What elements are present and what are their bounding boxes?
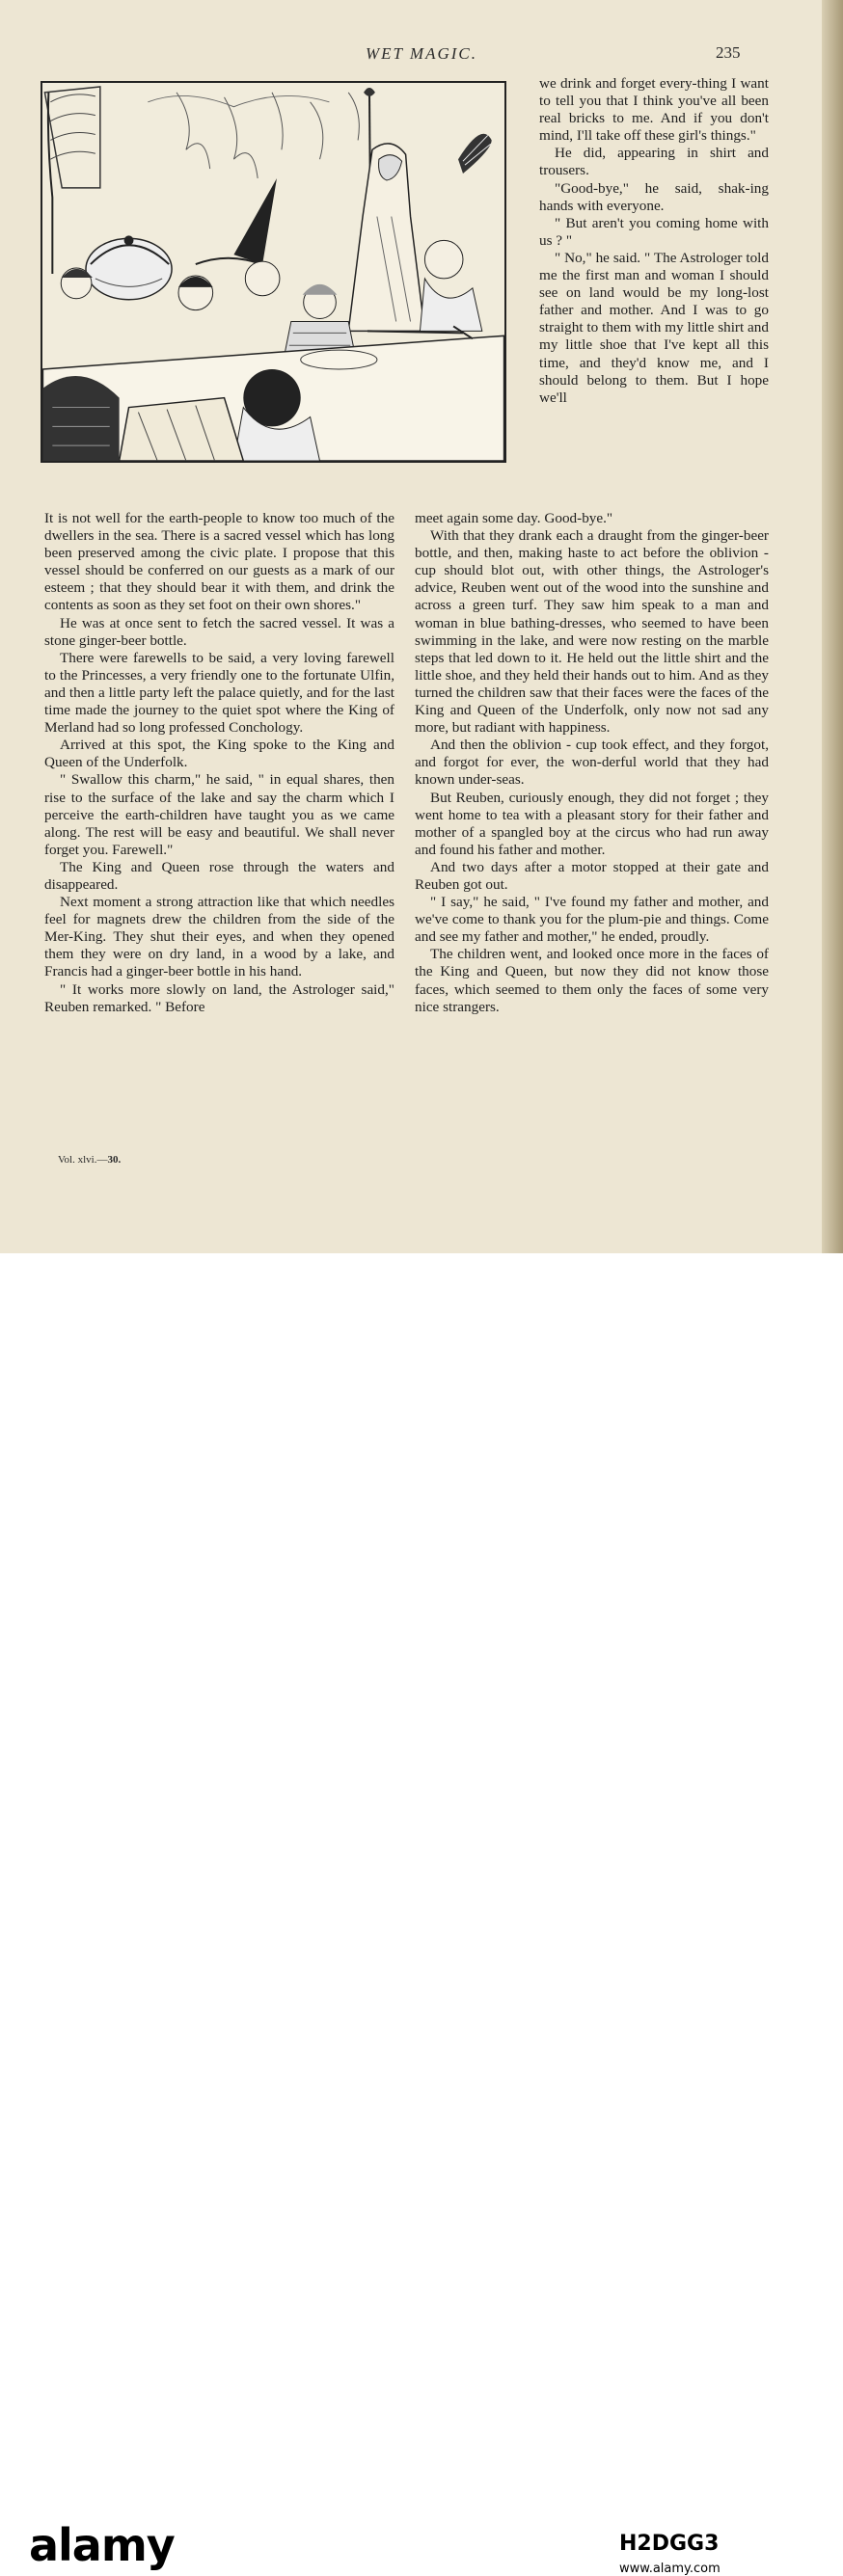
paragraph: He was at once sent to fetch the sacred vessel. It was a stone ginger-beer bottle. (44, 614, 394, 649)
illustration (41, 81, 506, 463)
image-id: H2DGG3 (619, 2532, 720, 2556)
watermark-banner (0, 1253, 843, 2576)
paragraph: Arrived at this spot, the King spoke to the King and Queen of the Underfolk. (44, 737, 394, 771)
paragraph: Next moment a strong attraction like that which needles feel for magnets drew the children from the side of the Mer-King. They shut their eyes, and when they opened them they were on dry land, in a wood by a lake, and Francis had a ginger-beer bottle in his hand. (44, 894, 394, 980)
paragraph: " No," he said. " The Astrologer told me the first man and woman I should see on land would be my long-lost father and mother. And I was to go straight to them with my little shirt and my little shoe that I've kept all this time, and they'd know me, and I should belong to them. But I hope we'll (539, 249, 769, 406)
column-top-right (539, 75, 769, 407)
paragraph: But Reuben, curiously enough, they did not forget ; they went home to tea with a pleasant story for their father and mother of a spangled boy at the circus who had run away and found his father and mother. (415, 789, 769, 858)
paragraph: It is not well for the earth-people to know too much of the dwellers in the sea. There is a sacred vessel which has long been preserved among the civic plate. I propose that this vessel should be conferred on our guests as a mark of our esteem ; that they should bear it with them, and drink the contents as soon as they set foot on their own shores." (44, 510, 394, 614)
paragraph: The King and Queen rose through the waters and disappeared. (44, 858, 394, 893)
paragraph: With that they drank each a draught from the ginger-beer bottle, and then, making haste to act before the oblivion - cup should blot out, with other things, the Astrologer's advice, Reuben went out of the wood into the sunshine and across a green turf. They saw him speak to a man and woman in blue bathing-dresses, who seemed to have been swimming in the lake, and were now resting on the marble steps that led down to it. He held out the little shirt and the little shoe, and they held their hands out to him. And as they turned the children saw that their faces were the faces of the King and Queen of the Underfolk, only now not sad any more, but radiant with happiness. (415, 527, 769, 737)
alamy-logo: alamy (29, 2519, 175, 2571)
paragraph: There were farewells to be said, a very loving farewell to the Princesses, a very friendly one to the fortunate Ulfin, and then a little party left the palace quietly, and for the last time made the journey to the quiet spot where the King of Merland had so long professed Conchology. (44, 649, 394, 737)
paragraph: we drink and forget every-thing I want to tell you that I think you've all been real bricks to me. And if you don't mind, I'll take off these girl's things." (539, 75, 769, 145)
paragraph: The children went, and looked once more in the faces of the King and Queen, but now they did not know those faces, which seemed to them only the faces of some very nice strangers. (415, 946, 769, 1015)
paragraph: " But aren't you coming home with us ? " (539, 214, 769, 249)
column-right (415, 510, 769, 1016)
paragraph: And then the oblivion - cup took effect, and they forgot, and forgot for ever, the won-derful world that they had known under-seas. (415, 737, 769, 789)
alamy-url: www.alamy.com (619, 2562, 721, 2576)
paragraph: And two days after a motor stopped at their gate and Reuben got out. (415, 858, 769, 893)
volume-footer (58, 1154, 121, 1166)
scanned-page (0, 0, 843, 1253)
paragraph: " Swallow this charm," he said, " in equal shares, then rise to the surface of the lake and say the charm which I perceive the earth-children have taught you as we came along. The rest will be easy and beautiful. We shall never forget you. Farewell." (44, 771, 394, 858)
paragraph: He did, appearing in shirt and trousers. (539, 145, 769, 179)
column-left (44, 510, 394, 1016)
book-spine-shadow (822, 0, 843, 1253)
volume-prefix: Vol. xlvi.— (58, 1154, 108, 1166)
running-title: WET MAGIC. (365, 44, 477, 63)
paragraph: " It works more slowly on land, the Astrologer said," Reuben remarked. " Before (44, 980, 394, 1015)
paragraph: " I say," he said, " I've found my father and mother, and we've come to thank you for the plum-pie and things. Come and see my father and mother," he ended, proudly. (415, 894, 769, 946)
page-number: 235 (716, 43, 741, 62)
paragraph: meet again some day. Good-bye." (415, 510, 613, 526)
paragraph: "Good-bye," he said, shak-ing hands with everyone. (539, 179, 769, 214)
volume-number: 30. (107, 1154, 122, 1166)
illustration-drawing (42, 83, 504, 461)
